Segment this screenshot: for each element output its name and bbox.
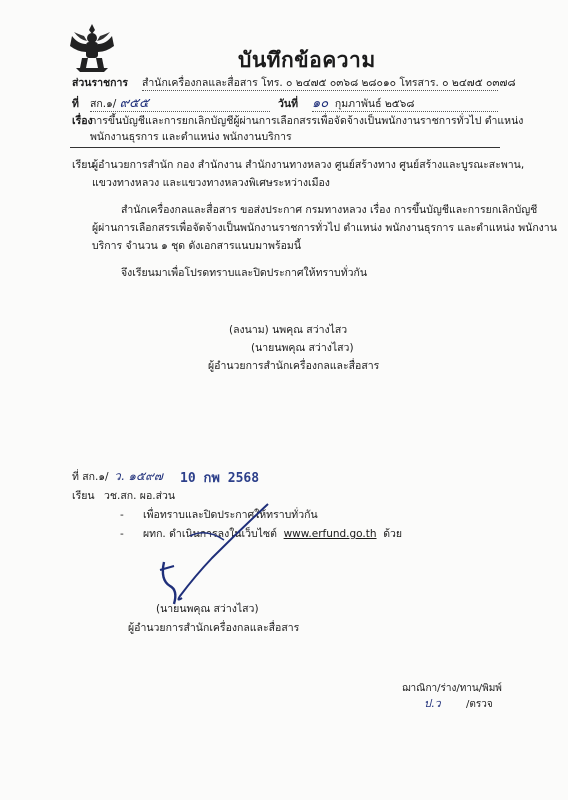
received-date-stamp: 10 กพ 2568 xyxy=(180,471,260,486)
header-divider xyxy=(70,147,500,148)
date-rest: กุมภาพันธ์ ๒๕๖๘ xyxy=(334,98,415,110)
to-line-1: ผู้อำนวยการสำนัก กอง สำนักงาน สำนักงานทางหลวง ศูนย์สร้างทาง ศูนย์สร้างและบูรณะสะพาน, xyxy=(92,159,525,171)
to-line-2: แขวงทางหลวง และแขวงทางหลวงพิเศษระหว่างเมือง xyxy=(92,177,330,189)
handwritten-signature-icon xyxy=(150,500,280,610)
garuda-emblem-icon xyxy=(68,22,116,74)
forward-to-value: วช.สก. ผอ.ส่วน xyxy=(104,490,176,502)
closing-line: จึงเรียนมาเพื่อโปรดทราบและปิดประกาศให้ทราบทั่วกัน xyxy=(121,267,368,279)
website-link[interactable]: www.erfund.go.th xyxy=(283,528,377,540)
body-line-2: ผู้ผ่านการเลือกสรรเพื่อจัดจ้างเป็นพนักงานราชการทั่วไป ตำแหน่ง พนักงานธุรการ และตำแหน่ง พนักงาน xyxy=(92,222,557,234)
signer-position: ผู้อำนวยการสำนักเครื่องกลและสื่อสาร xyxy=(208,360,380,372)
forward-ref-label: ที่ สก.๑/ xyxy=(72,471,109,483)
body-line-3: บริการ จำนวน ๑ ชุด ดังเอกสารแนบมาพร้อมนี้ xyxy=(92,240,301,252)
signed-line: (ลงนาม) นพคุณ สว่างไสว xyxy=(229,324,348,336)
forward-item-1-bullet: - xyxy=(120,509,124,521)
date-day: ๑๐ xyxy=(312,96,329,111)
forward-item-1: เพื่อทราบและปิดประกาศให้ทราบทั่วกัน xyxy=(143,509,318,521)
forward-ref-handwritten: ว. ๑๕๙๗ xyxy=(114,469,163,483)
subject-line-1: การขึ้นบัญชีและการยกเลิกบัญชีผู้ผ่านการเลือกสรรเพื่อจัดจ้างเป็นพนักงานราชการทั่วไป ตำแหน่ง xyxy=(90,115,524,127)
agency-value: สำนักเครื่องกลและสื่อสาร โทร. ๐ ๒๔๗๕ ๐๓๖๘ ๒๘๐๑๐ โทรสาร. ๐ ๒๔๗๕ ๐๓๗๘ xyxy=(142,77,516,89)
subject-line-2: พนักงานธุรการ และตำแหน่ง พนักงานบริการ xyxy=(90,131,292,143)
footer-drafted-by: ฌาณิกา/ร่าง/ทาน/พิมพ์ xyxy=(402,683,502,694)
forward-item-2-text: ผทก. ดำเนินการลงในเว็บไซต์ xyxy=(143,528,277,540)
ref-label: ที่ xyxy=(72,98,79,110)
website-suffix: ด้วย xyxy=(383,528,403,540)
footer-checked: /ตรวจ xyxy=(466,699,493,710)
ref-field xyxy=(90,97,270,112)
ref-number: ๙๕๕ xyxy=(119,96,149,111)
forward-to-label: เรียน xyxy=(72,490,95,502)
signer-name: (นายนพคุณ สว่างไสว) xyxy=(251,342,354,354)
to-label: เรียน xyxy=(72,159,95,171)
date-label: วันที่ xyxy=(278,98,298,110)
footer-initials-icon: ป.ว xyxy=(424,697,441,710)
forward-signer-name: (นายนพคุณ สว่างไสว) xyxy=(156,603,259,615)
ref-value: สก.๑/ xyxy=(90,98,117,110)
agency-label: ส่วนราชการ xyxy=(72,77,129,89)
body-line-1: สำนักเครื่องกลและสื่อสาร ขอส่งประกาศ กรมทางหลวง เรื่อง การขึ้นบัญชีและการยกเลิกบัญชี xyxy=(121,204,538,216)
date-field xyxy=(312,97,498,112)
memo-title: บันทึกข้อความ xyxy=(238,48,376,72)
forward-signer-position: ผู้อำนวยการสำนักเครื่องกลและสื่อสาร xyxy=(128,622,300,634)
subject-label: เรื่อง xyxy=(72,115,93,127)
forward-item-2-bullet: - xyxy=(120,528,124,540)
